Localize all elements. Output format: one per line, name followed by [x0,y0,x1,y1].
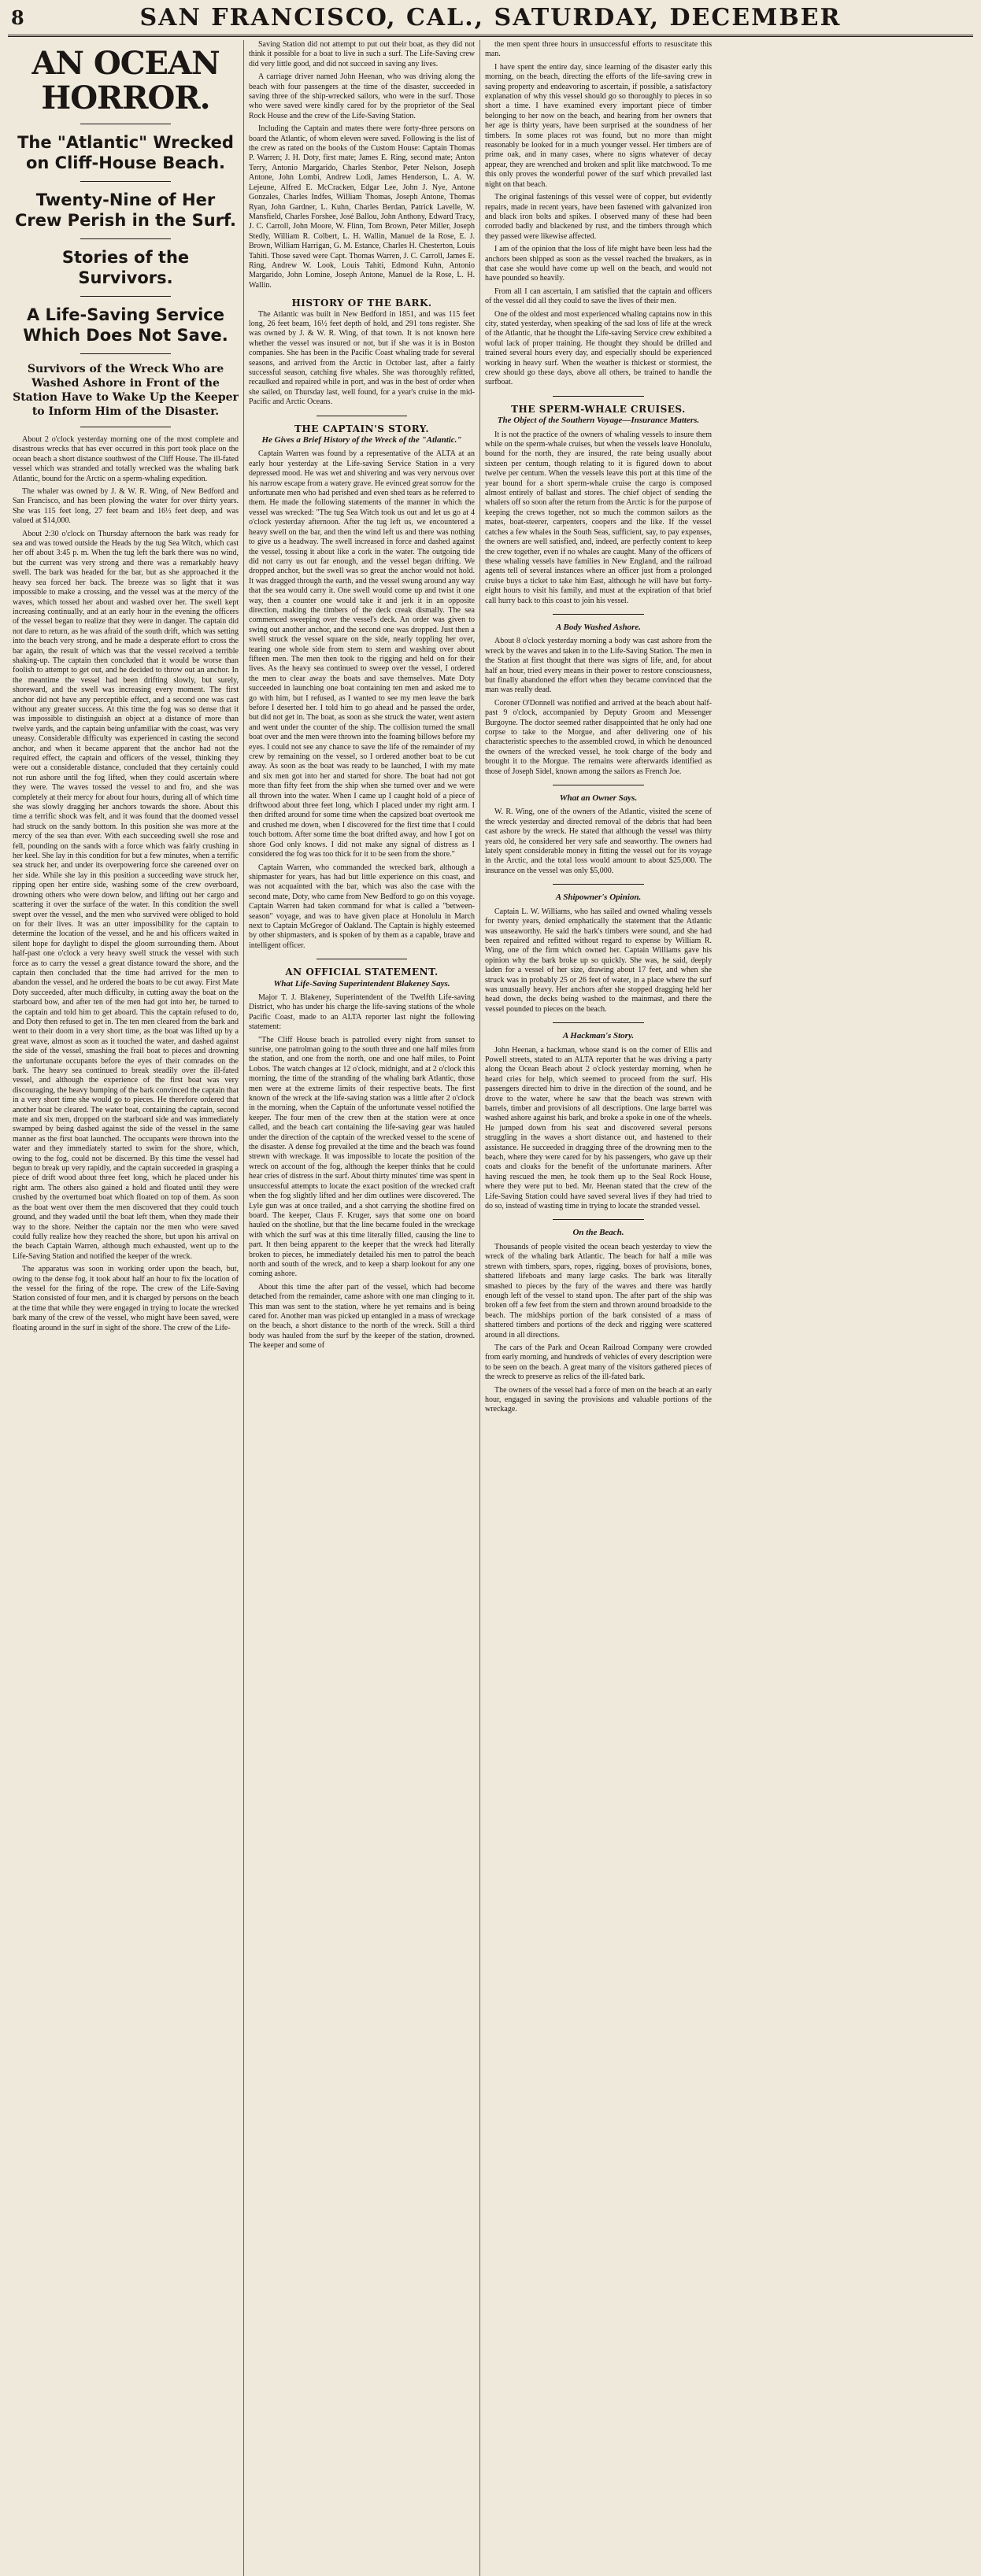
paragraph: The cars of the Park and Ocean Railroad Company were crowded from early morning, and hundreds of vehicles of every description were to be seen on the beach. A great many of the visitors gathered pieces of the wreck to preserve as relics of the ill-fated bark. [485,1343,712,1382]
paragraph: Major T. J. Blakeney, Superintendent of the Twelfth Life-saving District, who has under his charge the life-saving stations of the whole Pacific Coast, made to an ALTA reporter last night the following statement: [249,992,475,1032]
paragraph: One of the oldest and most experienced whaling captains now in this city, stated yesterday, when speaking of the sad loss of life at the wreck of the Atlantic, that he thought the Life-saving Service crew exhibited a woful lack of proper training. He thought they should be drilled and trained several hours every day, and especially should be experienced working in heavy surf. When the weather is thickest or stormiest, the crew should go these days, above all others, be trained to handle the surfboat. [485,309,712,387]
article-body [485,40,712,388]
divider [553,396,643,397]
masthead [8,0,973,37]
deck: Stories of the Survivors. [61,248,190,287]
section-heading: On the Beach. [572,1228,624,1238]
paragraph: A carriage driver named John Heenan, who was driving along the beach with four passengers at the time of the disaster, succeeded in saving three of the ship-wrecked sailors, who were in the surf. Those who were saved were kindly cared for by the proprietor of the Seal Rock House and the crew of the Life-Saving Station. [249,72,475,120]
article-body [485,431,712,606]
article-body [485,907,712,1015]
paragraph: the men spent three hours in unsuccessful efforts to resuscitate this man. [485,40,712,59]
paragraph: About 2:30 o'clock on Thursday afternoon the bark was ready for sea and was towed outside the Heads by the tug Sea Witch, which cast her off about 3:45 p. m. When the tug left the bark there was no wind, but the current was very strong and there was a remarkably heavy swell. The bark was headed for the bar, but as she approached it the heavy sea forced her back. The breeze was so light that it was impossible to make a crossing, and the vessel was at the mercy of the waves, which tossed her about and washed over her. The swell kept increasing continually, and at an early hour in the evening the officers of the vessel began to realize that they were in danger. The captain did not dare to return, as he was afraid of the south drift, which was setting into the beach very strong, and he made a desperate effort to cross the bar again, the result of which was that the vessel received a terrible shaking-up. The captain then concluded that it would be worse than foolish to attempt to get out, and he decided to throw out an anchor. In the meantime the vessel had been drifting slowly, but surely, shoreward, and the swell was increasing every moment. The first anchor did not have any perceptible effect, and a second one was cast without any greater success. At this time the fog was so dense that it was impossible to distinguish an object at a distance of more than twelve yards, and the captain being unfamiliar with the coast, was very uneasy. Considerable difficulty was experienced in casting the second anchor, and when it became apparent that the anchor had not the required effect, the captain and officers of the vessel, thinking they were out a considerable distance, concluded that they certainly could not run ashore until the fog lifted, when they could ascertain where they were. The waves tossed the vessel to and fro, and she was completely at their mercy for about four hours, during all of which time she was slowly dragging her anchors towards the shore. About this time a terrific shock was felt, and it was found that the doomed vessel had struck on the sandy bottom. In this position she was more at the mercy of the sea than ever. With each succeeding swell she rose and fell, pounding on the sands with a force which was fairly crushing in her keel. She lay in this condition for but a few minutes, when a terrific sea struck her, and under its overpowering force she careened over on her side. While she lay in this position a succeeding wave struck her, ripping open her entire side, washing some of the crew overboard, drowning others who were down below, and lifting out her cargo and scattering it over the surface of the water. In this condition the swell swept over the vessel, and the men who survived were obliged to hold on for their lives. It was an utter impossibility for the captain to determine the location of the vessel, and he and his officers waited in silent hope for daylight to dispel the gloom surrounding them. About half-past one o'clock a very heavy swell struck the vessel with such force as to carry the vessel a great distance toward the shore, and the captain then concluded that the time had arrived for the men to abandon the vessel, and he ordered the boats to be cut away. First Mate Doty succeeded, after much difficulty, in cutting away the boat on the starboard bow, and after ten of the men had got into her, he turned to the captain and told him to get aboard. This the captain refused to do, and Doty then refused to get in. The ten men cleared from the bark and went to their doom in a very short time, as the boat was lifted up by a great wave, almost as soon as it touched the water, and dashed against the side of the vessel, smashing the frail boat to pieces and drowning the unfortunate occupants before the eyes of their comrades on the bark. The heavy sea continued to break steadily over the ill-fated vessel, and although the experience of the first boat was very discouraging, the heavy bumping of the bark convinced the captain that in a very short time she would go to pieces. He therefore ordered that another boat be cleared. The water boat, containing the captain, second mate and six men, dropped on the starboard side and was immediately swamped by being dashed against the side of the vessel in the same manner as the first boat launched. The occupants were thrown into the water and they immediately started to swim for the shore, which, owing to the fog, could not be discerned. By this time the vessel had begun to break up very rapidly, and the captain succeeded in grasping a piece of drift wood about three feet long, which he placed under his right arm. The others also gained a hold and floated until they were crushed by the overturned boat which floated on top of them. As soon as the boat went over them the men discovered that they could touch ground, and they waded until the boat left them, when they made their way to the shore. Neither the captain nor the men who were saved could fully realize how they reached the shore, but upon his arrival on the beach Captain Warren, although much exhausted, went up to the Life-Saving Station and notified the keeper of the wreck. [13,529,239,1261]
divider [80,296,171,297]
dateline: SAN FRANCISCO, CAL., SATURDAY, DECEMBER [139,3,842,31]
paragraph: From all I can ascertain, I am satisfied that the captain and officers of the vessel did all they could to save the lives of their men. [485,286,712,306]
column-3 [480,40,716,2576]
article-body [13,435,239,1333]
article-body [485,637,712,777]
paragraph: About 2 o'clock yesterday morning one of the most complete and disastrous wrecks that has ever occurred in this port took place on the ocean beach a short distance southwest of the Cliff House. The ill-fated vessel which was stranded and totally wrecked was the whaling bark Atlantic, bound for the Arctic on a sperm-whaling expedition. [13,435,239,483]
paragraph: The owners of the vessel had a force of men on the beach at an early hour, engaged in saving the provisions and valuable portions of the wreckage. [485,1385,712,1414]
divider [80,181,171,182]
section-deck: The Object of the Southern Voyage—Insurance Matters. [497,416,700,426]
paragraph: Captain L. W. Williams, who has sailed and owned whaling vessels for twenty years, denied emphatically the statement that the Atlantic was unseaworthy. He said the bark's timbers were sound, and she had been repaired and refitted without regard to expense by William R. Wing, one of the firm which owned her. Captain Williams gave his opinion why the bark broke up so quickly. She was, he said, deeply laden for a vessel of her size, drawing about 17 feet, and when she struck was in probably 25 or 26 feet of water, in a place where the surf was unusually heavy. Her anchors after she stopped dragging held her head down, the decks being washed to the mainmast, and there the vessel pounded to pieces on the beach. [485,907,712,1014]
paragraph: The whaler was owned by J. & W. R. Wing, of New Bedford and San Francisco, and has been plowing the water for over thirty years. She was 115 feet long, 27 feet beam and 16½ feet deep, and was valued at $14,000. [13,487,239,526]
section-heading: What an Owner Says. [559,793,638,804]
article-body [485,1243,712,1415]
section-heading: THE CAPTAIN'S STORY. [294,423,429,434]
paragraph: W. R. Wing, one of the owners of the Atlantic, visited the scene of the wreck yesterday and directed removal of the debris that had been cast ashore by the wreck. He stated that although the vessel was thirty years old, he considered her very safe and seaworthy. The owners had lately spent considerable money in fitting the vessel out for its voyage in the Arctic, and the total loss would amount to about $25,000. The insurance on the vessel was only $5,000. [485,808,712,875]
paragraph: It is not the practice of the owners of whaling vessels to insure them while on the sperm-whale cruises, but when the vessels leave Honolulu, bound for the north, they are insured, the rate being usually about sixteen per centum, though relating to it is figured down to about twelve per centum. When the vessels leave this port at this time of the year bound for a short sperm-whale cruise the cargo is composed almost entirely of ballast and stores. The chief object of sending the whalers off so soon after the return from the Arctic is for the purpose of keeping the crews together, not so much the common sailors as the mates, boat-steerer, carpenters, coopers and the like. If the vessel catches a few whales in the South Seas, sufficient, say, to pay expenses, the owners are well satisfied, and, indeed, are perfectly content to keep the crew together, even if no whales are caught. Many of the officers of these whaling vessels have families in New England, and the railroad agents tell of several instances where an officer just from a prolonged cruise buys a ticket to take him East, although he will have but forty-eight hours to visit his family, and must at the expiration of that brief call hurry back to this coast to join his vessel. [485,430,712,605]
section-heading: A Hackman's Story. [562,1031,635,1041]
paragraph: John Heenan, a hackman, whose stand is on the corner of Ellis and Powell streets, stated to an ALTA reporter that he was driving a party along the Ocean Beach about 2 o'clock yesterday morning, when he heard cries for help, which seemed to proceed from the surf. His passengers directed him to drive in the direction of the sound, and he drove to the water, where he saw that the beach was strewn with barrels, timber and provisions of all descriptions. One large barrel was washed ashore against his bark, and broke a spoke in one of the wheels. He jumped down from his seat and discovered several persons struggling in the waves a short distance out, and hastened to their assistance. He succeeded in dragging three of the drowning men to the beach, where they were cared for by his passengers, who gave up their coats and cloaks for the benefit of the unfortunate mariners. After having rescued the men, he took them up to the Seal Rock House, where they were put to bed. Mr. Heenan stated that the crew of the Life-Saving Station could have saved several lives if they had tried to do so, instead of wasting time in trying to locate the stranded vessel. [485,1045,712,1211]
paragraph: The Atlantic was built in New Bedford in 1851, and was 115 feet long, 26 feet beam, 16½ feet depth of hold, and 291 tons register. She was owned by J. & W. R. Wing, of that town. It is not known here whether the vessel was insured or not, but if she was it is in Boston companies. She has been in the Pacific Coast whaling trade for several seasons, and arrived from the Arctic in October last, after a fairly successful season, catching five whales. She was thoroughly refitted, recaulked and repaired while in port, and was in the best of order when she sailed, on Thursday last, well found, for a year's cruise in the mid-Pacific and Arctic Oceans. [249,309,475,407]
divider [553,1022,643,1023]
paragraph: Coroner O'Donnell was notified and arrived at the beach about half-past 9 o'clock, accompanied by Deputy Groom and Messenger Burgoyne. The doctor seemed rather disappointed that he only had one corpse to take to the Morgue, and after delivering one of his characteristic speeches to the assembled crowd, in which he denounced the owners of the wrecked vessel, he took charge of the body and brought it to the Morgue. The remains were afterwards identified as those of Joseph Sidel, known among the sailors as French Joe. [485,698,712,776]
section-heading: HISTORY OF THE BARK. [291,298,432,309]
deck: Twenty-Nine of Her Crew Perish in the Surf. [14,190,237,230]
paragraph: About this time the after part of the vessel, which had become detached from the remainder, came ashore with one man clinging to it. This man was sent to the station, where he yet remains and is being cared for. Another man was picked up entangled in a mass of wreckage on the beach, a short distance to the north of the wreck. Still a third body was hauled from the surf by the keeper of the station, drowned. The keeper and some of [249,1282,475,1351]
article-body [249,310,475,408]
deck: A Life-Saving Service Which Does Not Save. [23,305,228,345]
article-body [485,808,712,876]
paragraph: Saving Station did not attempt to put out their boat, as they did not think it possible for a boat to live in such a surf. The Life-Saving crew did very little good, and did not succeed in saving any lives. [249,40,475,68]
paragraph: I have spent the entire day, since learning of the disaster early this morning, on the beach, directing the efforts of the life-saving crew in saving property and endeavoring to ascertain, if possible, a satisfactory explanation of why this vessel should go so thoroughly to pieces in so short a time. I have examined every important piece of timber belonging to her now on the beach, and hearing from her owners that her age is thirty years, have been surprised at the soundness of her timbers. In some places rot was found, but no more than might reasonably be looked for in a much younger vessel. Her timbers are of prime oak, and in many cases, where no signs whatever of decay appear, they are wrenched and broken and split like matchwood. To me this only proves the wonderful power of the surf which prevailed last night on that beach. [485,62,712,189]
divider [553,1219,643,1220]
paragraph: Captain Warren, who commanded the wrecked bark, although a shipmaster for years, has had but little experience on this coast, and was not acquainted with the bar, which was also the case with the second mate, Doty, who came from New Bedford to go on this voyage. Captain Warren had taken command for what is called a "between-season" voyage, and was to have given place at Honolulu in March next to Captain McGregor of Oakland. The Captain is highly esteemed by other shipmasters, and is spoken of by them as a capable, brave and intelligent officer. [249,863,475,950]
paragraph: Thousands of people visited the ocean beach yesterday to view the wreck of the whaling bark Atlantic. The beach for half a mile was strewn with timbers, spars, ropes, rigging, boxes of provisions, bones, shattered lifeboats and many large casks. The bark was literally smashed to pieces by the fury of the waves and there was hardly enough left of the vessel to stand upon. The after part of the ship was broken off a few feet from the stern and thrown around broadside to the beach. The midships portion of the bark consisted of a mass of shattered timbers and portions of the deck and rigging were scattered around in all directions. [485,1242,712,1340]
divider [80,238,171,239]
deck: The "Atlantic" Wrecked on Cliff-House Beach. [17,133,234,172]
section-heading: A Body Washed Ashore. [556,622,641,632]
paragraph: I am of the opinion that the loss of life might have been less had the anchors been shipped as soon as the vessel reached the breakers, as in that case she would have come up well on the beach, and would not have pounded so heavily. [485,245,712,283]
column-2 [244,40,480,2576]
paragraph: Captain Warren was found by a representative of the ALTA at an early hour yesterday at the Life-saving Service Station in a very depressed mood. He was wet and shivering and was very nervous over his narrow escape from a watery grave. He evinced great sorrow for the unfortunate men who had perished and even shed tears as he referred to them. He made the following statements of the manner in which the vessel was wrecked: "The tug Sea Witch took us out and let us go at 4 o'clock yesterday afternoon. After the tug left us, we encountered a heavy swell on the bar, and then the wind left us and there was nothing to give us a headway. The swell increased in force and dashed against the vessel, tossing it about like a cork in the water. The outgoing tide did not carry us out far enough, and the vessel began drifting. We dropped anchor, but the swell was so great the anchor would not hold. It was dragged through the earth, and the vessel swung around any way that the sea would carry it. One swell would come up and twist it one way, then a counter one would take it and jerk it in an opposite direction, making the timbers of the deck creak dismally. The sea commenced sweeping over the vessel's deck. An order was given to swing out another anchor, and the second one was dropped. Just then a swell struck the vessel square on the side, nearly toppling her over, tearing one whole side from stem to stern and washing over about fifteen men. The men then took to the rigging and held on for their lives. As the heavy sea continued to sweep over the vessel, I ordered the men to clear away the boats and save themselves. Mate Doty succeeded in launching one boat containing ten men and asked me to go with him, but I refused, as I wanted to see my men leave the bark before I deserted her. I told him to go ahead and he passed the order, but did not get in. The boat, as soon as she struck the water, went astern and went under the counter of the ship. The collision turned the small boat over and the men were thrown into the foaming billows before my eyes. I could not see any chance to save the life of the remainder of my crew by remaining on the vessel, so I ordered another boat to be cut away. As soon as the boat was ready to be launched, I with my mate and six men got into her and started for shore. The boat had not got more than fifty feet from the ship when she turned over and we were all thrown into the water. When I came up I caught hold of a piece of driftwood about three feet long, which I placed under my right arm. I then drifted around for some time when the capsized boat overtook me and crushed me down, when I discovered for the first time that I could touch bottom. After some time the boat drifted away, and how I got on shore God only knows. I did not make any signal of distress as I considered the fog was too thick for it to be seen from the shore." [249,449,475,859]
paragraph: About 8 o'clock yesterday morning a body was cast ashore from the wreck by the waves and taken in to the Life-Saving Station. The men in the Station at first thought that there was signs of life, and, for about half an hour, tried every means in their power to restore consciousness, but finally abandoned the effort when they became convinced that the man was really dead. [485,637,712,695]
paragraph: "The Cliff House beach is patrolled every night from sunset to sunrise, one patrolman going to the south three and one half miles from the station, and one from the north, one and one half miles, to Point Lobos. The watch changes at 12 o'clock, midnight, and at 2 o'clock this morning, the time of the stranding of the whaling bark Atlantic, those men were at the extreme limits of their respective beats. The first known of the wreck at the life-saving station was a little after 2 o'clock in the morning, when the Captain of the unfortunate vessel notified the keeper. The four men of the crew then at the station were at once called, and the beach cart containing the life-saving gear was hauled under the direction of the captain of the wrecked vessel to the scene of the disaster. A dense fog prevailed at the time and the beach was found strewn with wreckage. It was impossible to locate the position of the wreck on account of the fog, although the keeper thinks that he could hear cries of distress in the surf. About thirty minutes' time was spent in unsuccessful attempts to locate the exact position of the wrecked craft when the fog slightly lifted and her dim outlines were discovered. The Lyle gun was at once trailed, and a shot carrying the shotline fired on board. The keeper, Claus F. Kruger, says that some one on board hauled on the shotline, but that the line became fouled in the wreckage with which the surf was at this time literally filled, causing the line to part. It then being apparent to the keeper that the wreck had literally broken to pieces, he immediately detailed his men to patrol the beach north and south of the wreck, and to keep a sharp lookout for any one coming ashore. [249,1035,475,1279]
headline: AN OCEAN HORROR. [31,45,220,116]
section-heading: THE SPERM-WHALE CRUISES. [511,403,686,415]
divider [80,353,171,354]
article-body [249,449,475,951]
divider [553,884,643,885]
page-number: 8 [11,6,24,29]
section-deck: What Life-Saving Superintendent Blakeney Says. [273,978,450,989]
section-heading: AN OFFICIAL STATEMENT. [285,966,439,978]
article-body [485,1046,712,1212]
section-heading: A Shipowner's Opinion. [555,893,642,903]
divider [553,614,643,615]
paragraph: The apparatus was soon in working order upon the beach, but, owing to the dense fog, it took about half an hour to fix the location of the vessel for the firing of the rope. The crew of the Life-Saving Station consisted of four men, and it is charged by persons on the beach at the time that while they were engaged in trying to locate the wrecked bark many of the crew of the vessel, who might have been saved, were floating around in the surf in sight of the shore. The crew of the Life- [13,1265,239,1332]
column-1 [8,40,244,2576]
article-body [249,40,475,290]
paragraph: The original fastenings of this vessel were of copper, but evidently repairs, made in recent years, have been fastened with galvanized iron and black iron bolts and spikes. I observed many of these had been corroded badly and blackened by rust, and the timbers through which they passed were likewise affected. [485,193,712,241]
section-deck: He Gives a Brief History of the Wreck of the "Atlantic." [261,435,462,445]
columns [8,40,973,2576]
paragraph: Including the Captain and mates there were forty-three persons on board the Atlantic, of whom eleven were saved. Following is the list of the crew as rated on the books of the Custom House: Captain Thomas P. Warren; J. H. Doty, first mate; James E. Ring, second mate; Anton Terry, Antonio Margarido, Charles Stenbor, Peter Nelson, Joseph Antone, John Lombi, Andrew Lodi, James Henderson, L. A. W. Lejeune, Alfred E. McCracken, Edgar Lee, John J. Nye, Antone Gonzales, Charles Indfes, William Thomas, Joseph Antone, Thomas Ryan, John Gardner, L. Kuhn, Charles Berdan, Patrick Lavelle, W. Mansfield, Charles Forshee, José Ballou, John Anthony, Edward Tracy, J. C. Carroll, John Moore, W. Flinn, Tom Brown, Peter Miller, Joseph Stedly, William R. Colbert, L. H. Wallin, Manuel de la Rose, E. J. Brown, William Harrigan, G. M. Estance, Charles H. Chesterton, Louis Tahiti. Those saved were Capt. Thomas Warren, J. C. Carroll, James E. Ring, Andrew W. Look, Louis Tahiti, Edmond Kuhn, Antonio Margarido, John Lomine, Joseph Antone, Manuel de la Rose, L. H. Wallin. [249,124,475,290]
article-body [249,993,475,1351]
deck: Survivors of the Wreck Who are Washed Ashore in Front of the Station Have to Wake Up the Keeper to Inform Him of the Disaster. [13,363,239,418]
